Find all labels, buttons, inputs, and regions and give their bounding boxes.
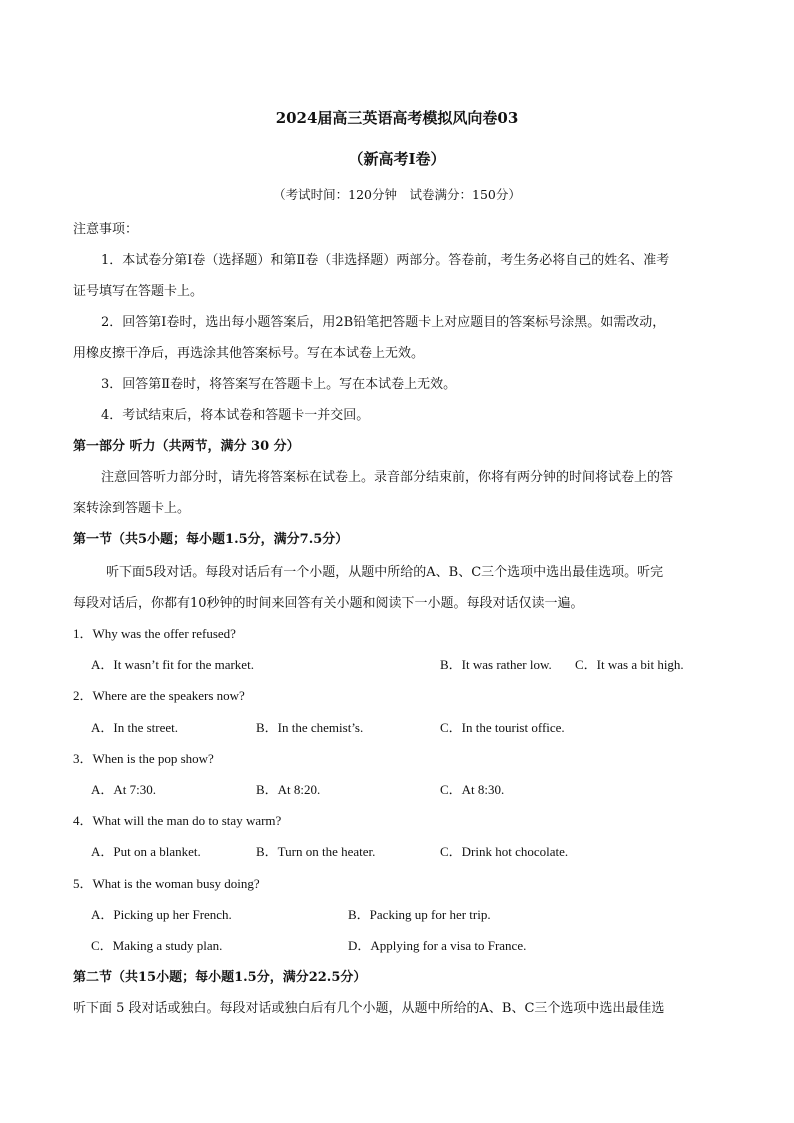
question-2-option-c: C．In the tourist office. <box>440 720 565 735</box>
question-3-option-c: C．At 8:30. <box>440 782 505 797</box>
section1-intro-line-2: 每段对话后，你都有10秒钟的时间来回答有关小题和阅读下一小题。每段对话仅读一遍。 <box>73 596 584 611</box>
part1-intro-line-2: 案转涂到答题卡上。 <box>73 501 191 516</box>
question-1: 1．Why was the offer refused? <box>73 626 236 641</box>
notes-heading: 注意事项： <box>73 222 139 237</box>
question-4-option-c: C．Drink hot chocolate. <box>440 844 569 859</box>
question-2-option-b: B．In the chemist’s. <box>256 720 364 735</box>
question-5-option-c: C．Making a study plan. <box>91 938 223 953</box>
question-5: 5．What is the woman busy doing? <box>73 876 260 891</box>
note-item-1-line-1: 1．本试卷分第Ⅰ卷（选择题）和第Ⅱ卷（非选择题）两部分。答卷前，考生务必将自己的姓名、准考 <box>101 253 670 268</box>
section2-heading: 第二节（共15小题；每小题1.5分，满分22.5分） <box>73 970 367 985</box>
page-title: 2024届高三英语高考模拟风向卷03 <box>275 109 519 127</box>
section1-heading: 第一节（共5小题；每小题1.5分，满分7.5分） <box>73 532 349 547</box>
page-subtitle: （新高考Ⅰ卷） <box>348 150 446 168</box>
question-1-option-a: A．It wasn’t fit for the market. <box>91 657 254 672</box>
note-item-2-line-1: 2．回答第Ⅰ卷时，选出每小题答案后，用2B铅笔把答题卡上对应题目的答案标号涂黑。如需改动， <box>101 315 666 330</box>
question-2-option-a: A．In the street. <box>91 720 179 735</box>
question-5-option-b: B．Packing up for her trip. <box>348 907 491 922</box>
section2-intro-line-1: 听下面 5 段对话或独白。每段对话或独白后有几个小题，从题中所给的A、B、C三个选项中选出最佳选 <box>73 1001 665 1016</box>
section1-intro-line-1: 听下面5段对话。每段对话后有一个小题，从题中所给的A、B、C三个选项中选出最佳选项。听完 <box>106 565 664 580</box>
note-item-2-line-2: 用橡皮擦干净后，再选涂其他答案标号。写在本试卷上无效。 <box>73 346 425 361</box>
question-5-option-a: A．Picking up her French. <box>91 907 232 922</box>
question-3: 3．When is the pop show? <box>73 751 214 766</box>
part1-intro-line-1: 注意回答听力部分时，请先将答案标在试卷上。录音部分结束前，你将有两分钟的时间将试卷上的答 <box>101 470 674 485</box>
note-item-1-line-2: 证号填写在答题卡上。 <box>73 284 204 299</box>
note-item-3: 3．回答第Ⅱ卷时，将答案写在答题卡上。写在本试卷上无效。 <box>101 377 457 392</box>
question-2: 2．Where are the speakers now? <box>73 688 245 703</box>
question-1-option-c: C．It was a bit high. <box>575 657 684 672</box>
question-5-option-d: D．Applying for a visa to France. <box>348 938 527 953</box>
question-1-option-b: B．It was rather low. <box>440 657 552 672</box>
question-4-option-b: B．Turn on the heater. <box>256 844 376 859</box>
question-4: 4．What will the man do to stay warm? <box>73 813 282 828</box>
part1-heading: 第一部分 听力（共两节，满分 30 分） <box>73 439 300 454</box>
question-3-option-b: B．At 8:20. <box>256 782 321 797</box>
note-item-4: 4．考试结束后，将本试卷和答题卡一并交回。 <box>101 408 370 423</box>
exam-info: （考试时间：120分钟 试卷满分：150分） <box>273 187 521 202</box>
question-3-option-a: A．At 7:30. <box>91 782 157 797</box>
question-4-option-a: A．Put on a blanket. <box>91 844 201 859</box>
